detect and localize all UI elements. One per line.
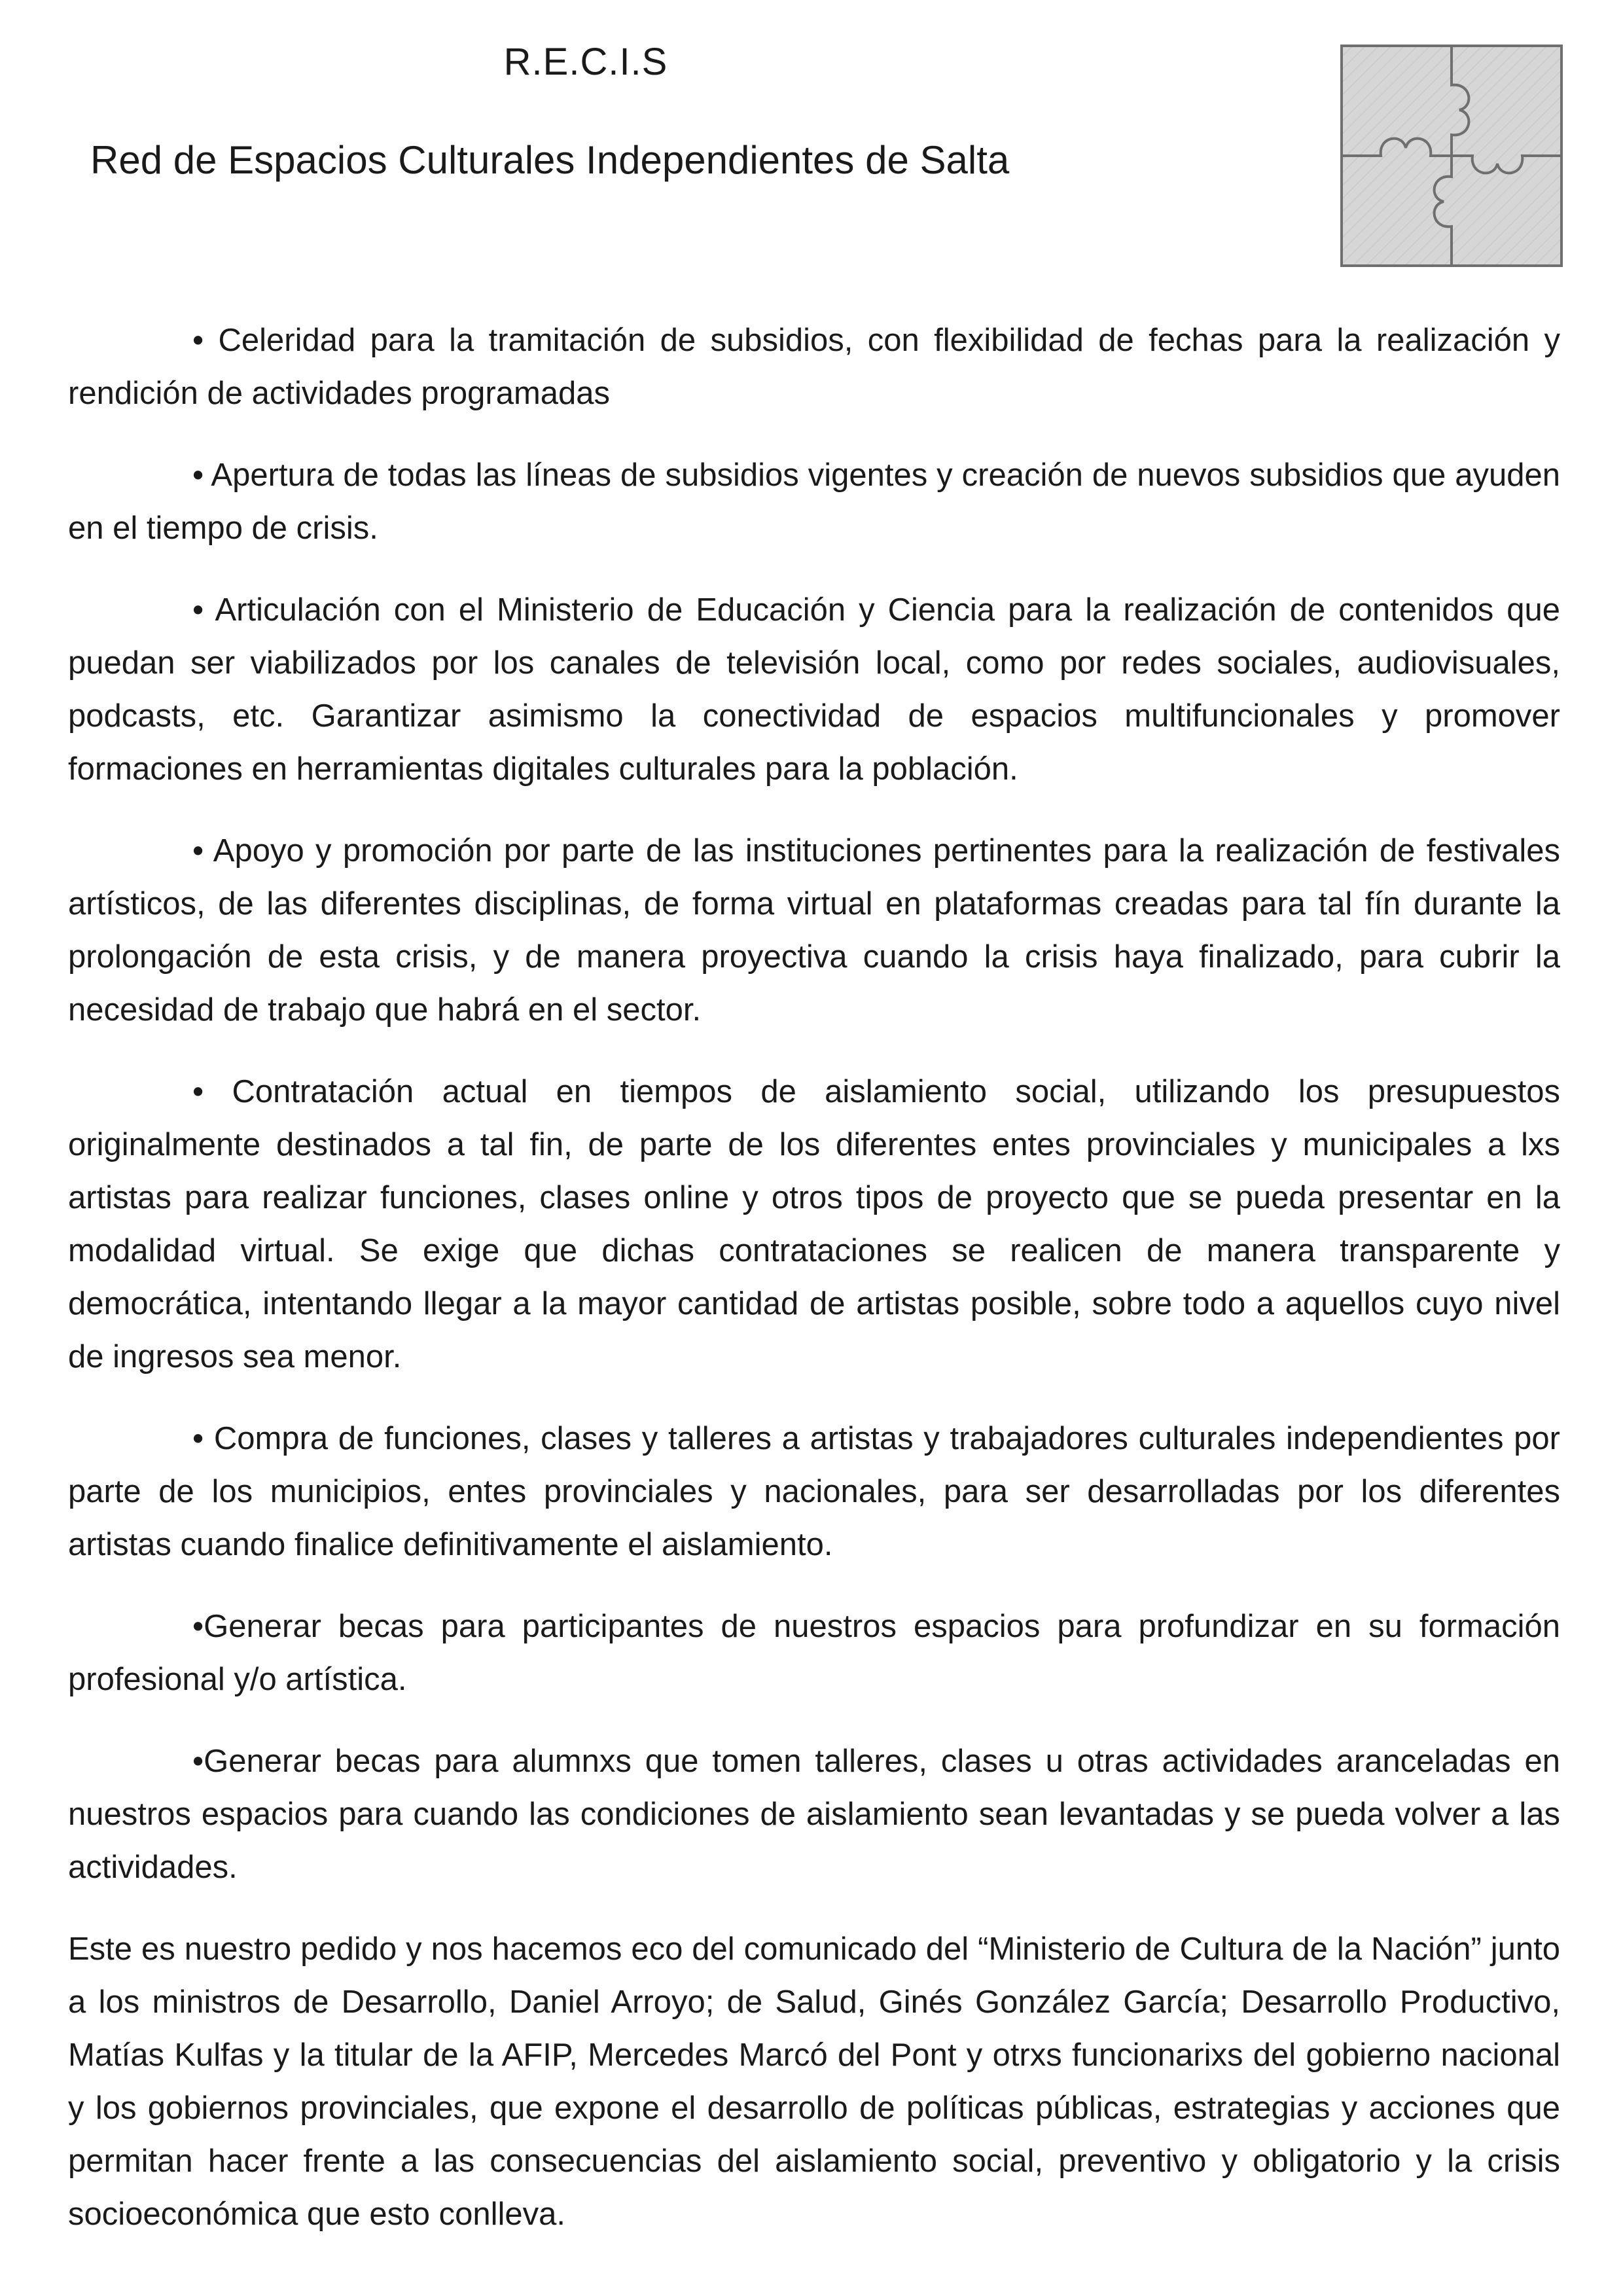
request-item-student-scholarships: •Generar becas para alumnxs que tomen talleres, clases u otras actividades aranceladas en nuestros espacios para cuando las condiciones de aislamiento sean levantadas y se pueda volver a las actividades.	[68, 1744, 1560, 1885]
request-item-purchase-of-functions: • Compra de funciones, clases y talleres a artistas y trabajadores culturales independientes por parte de los municipios, entes provinciales y nacionales, para ser desarrolladas por los diferentes artistas cuando finalice definitivamente el aislamiento.	[68, 1421, 1560, 1562]
request-item-artist-hiring: • Contratación actual en tiempos de aislamiento social, utilizando los presupuestos originalmente destinados a tal fin, de parte de los diferentes entes provinciales y municipales a lxs artistas para realizar funciones, clases online y otros tipos de proyecto que se pueda presentar en la modalidad virtual. Se exige que dichas contrataciones se realicen de manera transparente y democrática, intentando llegar a la mayor cantidad de artistas posible, sobre todo a aquellos cuyo nivel de ingresos sea menor.	[68, 1074, 1560, 1374]
document-body	[68, 314, 1560, 2241]
closing-paragraph: Este es nuestro pedido y nos hacemos eco del comunicado del “Ministerio de Cultura de la Nación” junto a los ministros de Desarrollo, Daniel Arroyo; de Salud, Ginés González García; Desarrollo Productivo, Matías Kulfas y la titular de la AFIP, Mercedes Marcó del Pont y otrxs funcionarixs del gobierno nacional y los gobiernos provinciales, que expone el desarrollo de políticas públicas, estrategias y acciones que permitan hacer frente a las consecuencias del aislamiento social, preventivo y obligatorio y la crisis socioeconómica que esto conlleva.	[68, 1931, 1560, 2232]
request-item-education-articulation: • Articulación con el Ministerio de Educación y Ciencia para la realización de contenidos que puedan ser viabilizados por los canales de televisión local, como por redes sociales, audiovisuales, podcasts, etc. Garantizar asimismo la conectividad de espacios multifuncionales y promover formaciones en herramientas digitales culturales para la población.	[68, 592, 1560, 787]
request-item-subsidy-speed: • Celeridad para la tramitación de subsidios, con flexibilidad de fechas para la realización y rendición de actividades programadas	[68, 323, 1560, 411]
request-item-participant-scholarships: •Generar becas para participantes de nuestros espacios para profundizar en su formación profesional y/o artística.	[68, 1609, 1560, 1697]
document-title: Red de Espacios Culturales Independientes de Salta	[90, 138, 1010, 182]
puzzle-pieces-icon	[1340, 45, 1563, 267]
document-acronym: R.E.C.I.S	[503, 41, 668, 83]
request-item-subsidy-lines: • Apertura de todas las líneas de subsidios vigentes y creación de nuevos subsidios que ayuden en el tiempo de crisis.	[68, 457, 1560, 546]
request-item-festival-support: • Apoyo y promoción por parte de las instituciones pertinentes para la realización de festivales artísticos, de las diferentes disciplinas, de forma virtual en plataformas creadas para tal fín durante la prolongación de esta crisis, y de manera proyectiva cuando la crisis haya finalizado, para cubrir la necesidad de trabajo que habrá en el sector.	[68, 833, 1560, 1028]
